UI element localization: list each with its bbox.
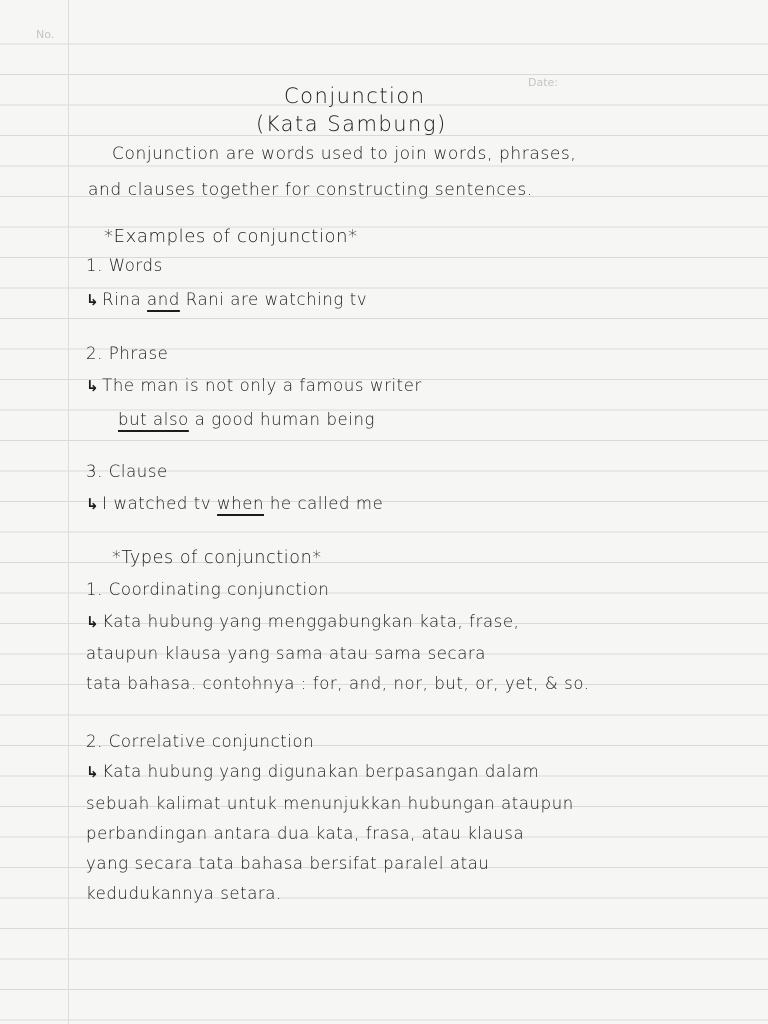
type-description-line: ↳ Kata hubung yang digunakan berpasangan dalam [86, 762, 540, 781]
type-description-line: yang secara tata bahasa bersifat paralel atau [86, 854, 490, 873]
example-sentence-continued: but also a good human being [118, 410, 376, 429]
page-subtitle: (Kata Sambung) [256, 112, 447, 136]
arrow-icon: ↳ [86, 613, 100, 631]
example-label: 3. Clause [86, 462, 168, 481]
type-description-line: perbandingan antara dua kata, frasa, atau klausa [86, 824, 525, 843]
type-description-line: tata bahasa. contohnya : for, and, nor, but, or, yet, & so. [86, 674, 590, 693]
conjunction-word: but also [118, 410, 189, 429]
examples-heading: *Examples of conjunction* [104, 226, 358, 247]
definition-line: Conjunction are words used to join words, phrases, [112, 144, 577, 164]
page-margin-line [68, 0, 69, 1024]
type-description-line: kedudukannya setara. [86, 884, 282, 903]
no-label: No. [36, 28, 55, 41]
definition-line: and clauses together for constructing sentences. [88, 180, 533, 200]
example-sentence: ↳ I watched tv when he called me [86, 494, 384, 513]
type-description-line: sebuah kalimat untuk menunjukkan hubungan ataupun [86, 794, 574, 813]
example-label: 2. Phrase [86, 344, 169, 363]
types-heading: *Types of conjunction* [112, 548, 322, 568]
arrow-icon: ↳ [86, 377, 100, 395]
arrow-icon: ↳ [86, 763, 100, 781]
example-sentence: ↳ The man is not only a famous writer [86, 376, 422, 395]
page-title: Conjunction [284, 84, 426, 108]
conjunction-word: and [147, 290, 180, 309]
conjunction-word: when [217, 494, 265, 513]
type-description-line: ↳ Kata hubung yang menggabungkan kata, frase, [86, 612, 520, 631]
date-label: Date: [528, 76, 558, 89]
type-label: 2. Correlative conjunction [86, 732, 315, 751]
example-label: 1. Words [86, 256, 163, 275]
example-sentence: ↳ Rina and Rani are watching tv [86, 290, 368, 309]
arrow-icon: ↳ [86, 495, 100, 513]
arrow-icon: ↳ [86, 291, 100, 309]
type-label: 1. Coordinating conjunction [86, 580, 330, 599]
type-description-line: ataupun klausa yang sama atau sama secara [86, 644, 487, 663]
